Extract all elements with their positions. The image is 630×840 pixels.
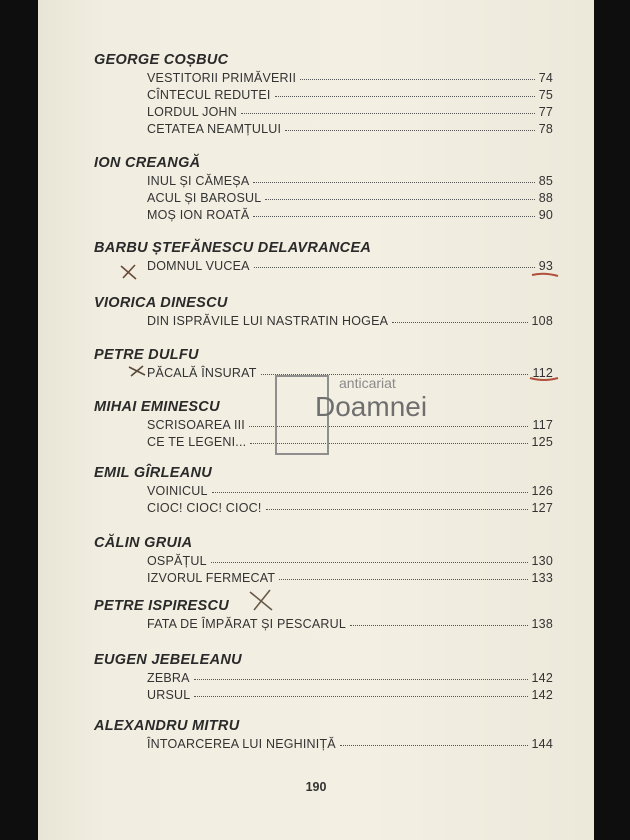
toc-entry	[147, 189, 553, 205]
toc-entry	[147, 569, 553, 585]
dot-leader	[266, 497, 528, 510]
toc-entry	[147, 669, 553, 685]
watermark-small-text: anticariat	[339, 375, 396, 391]
dot-leader	[392, 310, 527, 323]
author-heading: PETRE ISPIRESCU	[94, 598, 230, 614]
toc-entry	[147, 206, 553, 222]
entry-title: CIOC! CIOC! CIOC!	[147, 501, 262, 515]
page-number: 190	[305, 780, 327, 794]
entry-page-number: 133	[531, 571, 553, 585]
entry-title: DIN ISPRĂVILE LUI NASTRATIN HOGEA	[147, 314, 389, 328]
author-heading: BARBU ȘTEFĂNESCU DELAVRANCEA	[94, 240, 372, 256]
watermark-big-text: Doamnei	[315, 391, 428, 422]
book-page	[38, 0, 594, 840]
toc-entry	[147, 120, 553, 136]
dot-leader	[285, 118, 534, 131]
entry-page-number: 130	[531, 554, 553, 568]
author-heading: EMIL GÎRLEANU	[94, 465, 213, 481]
dot-leader	[241, 101, 535, 114]
toc-entry	[147, 552, 553, 568]
dot-leader	[212, 480, 528, 493]
pencil-x-mark-ispirescu	[246, 586, 276, 614]
dot-leader	[254, 255, 535, 268]
toc-entry	[147, 86, 553, 102]
pencil-x-mark-delavrancea	[118, 262, 140, 282]
toc-entry	[147, 312, 553, 328]
toc-entry	[147, 103, 553, 119]
dot-leader	[211, 550, 528, 563]
entry-title: IZVORUL FERMECAT	[147, 571, 276, 585]
toc-entry	[147, 482, 553, 498]
entry-page-number: 125	[531, 435, 553, 449]
entry-page-number: 108	[531, 314, 553, 328]
author-heading: VIORICA DINESCU	[94, 295, 228, 311]
dot-leader	[275, 84, 535, 97]
entry-title: SCRISOAREA III	[147, 418, 245, 432]
entry-page-number: 88	[538, 191, 553, 205]
entry-page-number: 127	[531, 501, 553, 515]
toc-entry	[147, 257, 553, 273]
entry-title: OSPĂȚUL	[147, 554, 207, 568]
author-heading: MIHAI EMINESCU	[94, 399, 220, 415]
entry-title: VOINICUL	[147, 484, 208, 498]
entry-page-number: 142	[531, 671, 553, 685]
entry-page-number: 142	[531, 688, 553, 702]
entry-page-number: 126	[531, 484, 553, 498]
entry-title: INUL ȘI CĂMEȘA	[147, 174, 250, 188]
entry-page-number: 117	[532, 418, 553, 432]
entry-page-number: 75	[538, 88, 553, 102]
entry-title: URSUL	[147, 688, 191, 702]
author-heading: ALEXANDRU MITRU	[94, 718, 240, 734]
entry-page-number: 112	[532, 366, 553, 380]
entry-title: CÎNTECUL REDUTEI	[147, 88, 271, 102]
dot-leader	[265, 187, 534, 200]
dot-leader	[279, 567, 527, 580]
author-heading: PETRE DULFU	[94, 347, 199, 363]
entry-page-number: 78	[538, 122, 553, 136]
pencil-x-mark-dulfu	[127, 364, 149, 378]
entry-title: ZEBRA	[147, 671, 190, 685]
author-heading: GEORGE COȘBUC	[94, 52, 229, 68]
author-heading: CĂLIN GRUIA	[94, 535, 193, 551]
author-heading: ION CREANGĂ	[94, 155, 201, 171]
dot-leader	[261, 362, 529, 375]
entry-page-number: 138	[531, 617, 553, 631]
entry-page-number: 144	[531, 737, 553, 751]
entry-title: ÎNTOARCEREA LUI NEGHINIȚĂ	[147, 737, 336, 751]
toc-entry	[147, 735, 553, 751]
entry-title: CE TE LEGENI...	[147, 435, 247, 449]
toc-entry	[147, 615, 553, 631]
entry-title: ACUL ȘI BAROSUL	[147, 191, 262, 205]
dot-leader	[340, 733, 528, 746]
entry-page-number: 74	[538, 71, 553, 85]
entry-title: LORDUL JOHN	[147, 105, 237, 119]
toc-entry	[147, 69, 553, 85]
dot-leader	[194, 684, 527, 697]
dot-leader	[300, 67, 535, 80]
entry-title: MOȘ ION ROATĂ	[147, 208, 250, 222]
entry-page-number: 85	[538, 174, 553, 188]
toc-entry	[147, 172, 553, 188]
author-heading: EUGEN JEBELEANU	[94, 652, 242, 668]
entry-title: CETATEA NEAMȚULUI	[147, 122, 282, 136]
dot-leader	[253, 170, 534, 183]
entry-title: FATA DE ÎMPĂRAT ȘI PESCARUL	[147, 617, 346, 631]
toc-entry	[147, 686, 553, 702]
dot-leader	[194, 667, 528, 680]
dot-leader	[350, 613, 528, 626]
entry-title: VESTITORII PRIMĂVERII	[147, 71, 297, 85]
entry-title: PĂCALĂ ÎNSURAT	[147, 366, 257, 380]
entry-title: DOMNUL VUCEA	[147, 259, 250, 273]
dot-leader	[253, 204, 534, 217]
toc-entry	[147, 499, 553, 515]
entry-page-number: 77	[538, 105, 553, 119]
watermark-logo	[275, 375, 435, 460]
entry-page-number: 90	[538, 208, 553, 222]
entry-page-number: 93	[538, 259, 553, 273]
